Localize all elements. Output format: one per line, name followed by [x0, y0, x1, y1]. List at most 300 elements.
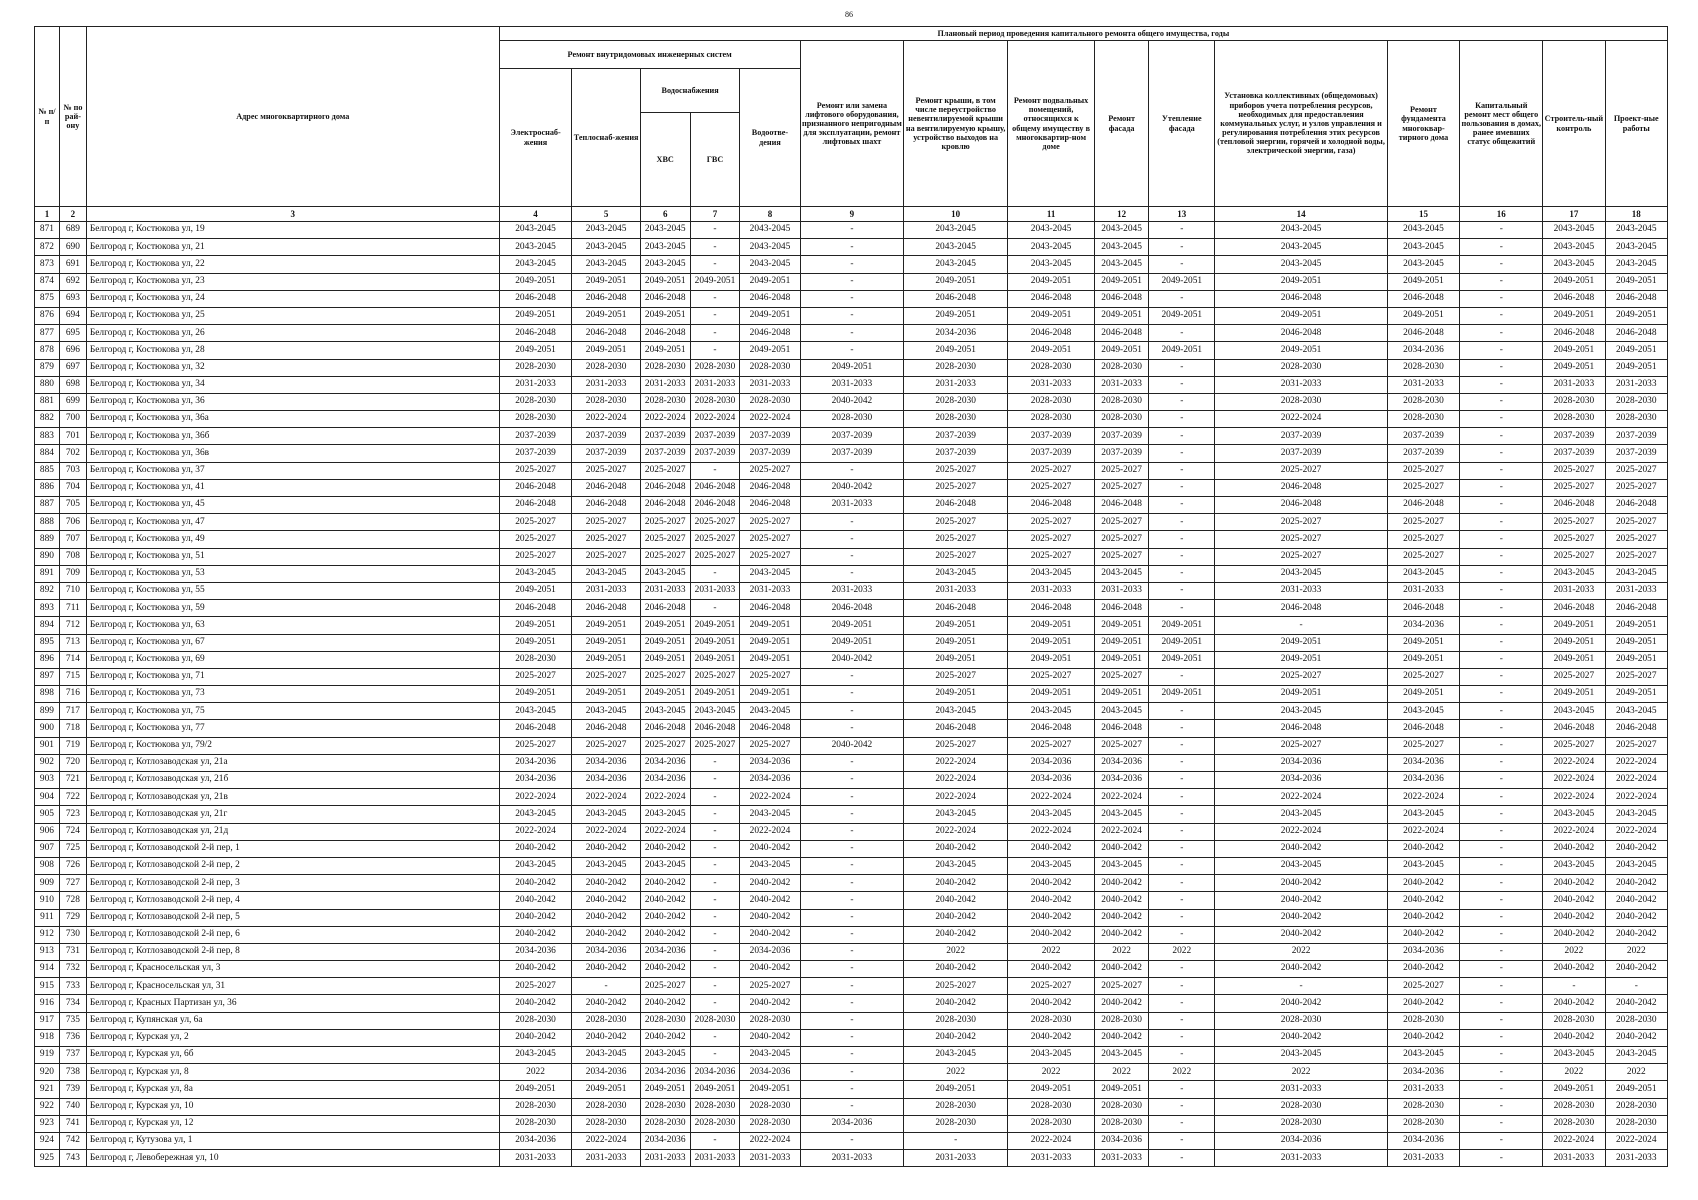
period-cell: 2037-2039	[499, 445, 572, 462]
address-cell: Белгород г, Костюкова ул, 24	[86, 290, 499, 307]
period-cell: -	[800, 1132, 904, 1149]
period-cell: -	[1460, 600, 1543, 617]
row-number: 892	[35, 582, 60, 599]
district-number: 723	[59, 806, 86, 823]
period-cell: -	[1149, 239, 1215, 256]
column-numbers-row	[35, 207, 1668, 222]
period-cell: 2043-2045	[1387, 222, 1460, 239]
table-row	[35, 239, 1668, 256]
period-cell: -	[690, 1047, 740, 1064]
period-cell: -	[800, 239, 904, 256]
period-cell: 2028-2030	[499, 1012, 572, 1029]
row-number: 885	[35, 462, 60, 479]
address-cell: Белгород г, Красносельская ул, 3	[86, 961, 499, 978]
period-cell: 2040-2042	[499, 875, 572, 892]
row-number: 900	[35, 720, 60, 737]
period-cell: -	[800, 772, 904, 789]
period-cell: 2040-2042	[740, 909, 800, 926]
period-cell: 2040-2042	[800, 737, 904, 754]
period-cell: 2022-2024	[690, 411, 740, 428]
district-number: 711	[59, 600, 86, 617]
period-cell: 2040-2042	[1008, 995, 1095, 1012]
period-cell: -	[690, 772, 740, 789]
district-number: 717	[59, 703, 86, 720]
period-cell: -	[1460, 806, 1543, 823]
period-cell: -	[1460, 582, 1543, 599]
period-cell: 2022-2024	[499, 823, 572, 840]
period-cell: 2028-2030	[690, 359, 740, 376]
period-cell: 2049-2051	[1008, 273, 1095, 290]
period-cell: 2025-2027	[1605, 531, 1668, 548]
period-cell: 2049-2051	[1387, 651, 1460, 668]
period-cell: 2022-2024	[1543, 772, 1605, 789]
period-cell: 2034-2036	[740, 772, 800, 789]
period-cell: 2022	[1605, 1064, 1668, 1081]
address-cell: Белгород г, Котлозаводской 2-й пер, 4	[86, 892, 499, 909]
address-cell: Белгород г, Костюкова ул, 59	[86, 600, 499, 617]
header-basement: Ремонт подвальных помещений, относящихся к общему имуществу в многоквартир-ном доме	[1008, 41, 1095, 207]
period-cell: 2043-2045	[1543, 239, 1605, 256]
period-cell: 2034-2036	[499, 943, 572, 960]
row-number: 923	[35, 1115, 60, 1132]
period-cell: 2025-2027	[1605, 737, 1668, 754]
period-cell: 2031-2033	[499, 1150, 572, 1167]
period-cell: 2028-2030	[740, 1115, 800, 1132]
period-cell: 2046-2048	[1095, 720, 1149, 737]
period-cell: 2025-2027	[1008, 531, 1095, 548]
period-cell: 2022	[1215, 1064, 1387, 1081]
period-cell: 2049-2051	[800, 634, 904, 651]
period-cell: 2040-2042	[1095, 909, 1149, 926]
period-cell: 2028-2030	[1605, 411, 1668, 428]
period-cell: 2046-2048	[1215, 497, 1387, 514]
period-cell: 2028-2030	[640, 1012, 690, 1029]
period-cell: 2034-2036	[1387, 754, 1460, 771]
period-cell: 2043-2045	[740, 806, 800, 823]
period-cell: 2043-2045	[640, 806, 690, 823]
district-number: 742	[59, 1132, 86, 1149]
period-cell: 2028-2030	[1387, 1012, 1460, 1029]
period-cell: 2046-2048	[690, 497, 740, 514]
period-cell: -	[572, 978, 640, 995]
period-cell: 2025-2027	[1543, 514, 1605, 531]
district-number: 716	[59, 686, 86, 703]
period-cell: 2043-2045	[1008, 703, 1095, 720]
row-number: 916	[35, 995, 60, 1012]
period-cell: 2046-2048	[1215, 290, 1387, 307]
period-cell: -	[800, 823, 904, 840]
period-cell: -	[800, 789, 904, 806]
row-number: 879	[35, 359, 60, 376]
period-cell: 2046-2048	[1387, 720, 1460, 737]
period-cell: 2028-2030	[499, 393, 572, 410]
period-cell: 2043-2045	[1095, 222, 1149, 239]
period-cell: 2028-2030	[1095, 393, 1149, 410]
period-cell: 2040-2042	[1387, 995, 1460, 1012]
period-cell: 2046-2048	[1095, 497, 1149, 514]
period-cell: 2034-2036	[572, 772, 640, 789]
period-cell: 2043-2045	[499, 239, 572, 256]
period-cell: -	[1460, 617, 1543, 634]
address-cell: Белгород г, Курская ул, 12	[86, 1115, 499, 1132]
period-cell: 2040-2042	[1387, 840, 1460, 857]
period-cell: 2043-2045	[572, 239, 640, 256]
header-engineering-systems: Ремонт внутридомовых инженерных систем	[499, 41, 800, 69]
period-cell: 2025-2027	[1387, 978, 1460, 995]
period-cell: 2043-2045	[499, 806, 572, 823]
period-cell: -	[690, 978, 740, 995]
period-cell: -	[1149, 376, 1215, 393]
period-cell: 2049-2051	[1215, 342, 1387, 359]
period-cell: 2040-2042	[740, 892, 800, 909]
period-cell: -	[800, 926, 904, 943]
period-cell: 2025-2027	[740, 668, 800, 685]
period-cell: 2028-2030	[1215, 393, 1387, 410]
period-cell: -	[1149, 514, 1215, 531]
period-cell: 2031-2033	[640, 376, 690, 393]
period-cell: -	[1460, 772, 1543, 789]
period-cell: -	[690, 943, 740, 960]
period-cell: -	[690, 806, 740, 823]
district-number: 689	[59, 222, 86, 239]
row-number: 925	[35, 1150, 60, 1167]
period-cell: 2049-2051	[1095, 273, 1149, 290]
table-row	[35, 806, 1668, 823]
table-row	[35, 290, 1668, 307]
period-cell: -	[1460, 548, 1543, 565]
period-cell: -	[690, 1132, 740, 1149]
period-cell: 2022-2024	[904, 772, 1008, 789]
period-cell: 2028-2030	[690, 1098, 740, 1115]
period-cell: 2049-2051	[1605, 686, 1668, 703]
capital-repair-table	[34, 26, 1668, 1167]
period-cell: 2037-2039	[690, 428, 740, 445]
column-number: 14	[1215, 207, 1387, 222]
period-cell: -	[1149, 1081, 1215, 1098]
period-cell: 2034-2036	[740, 754, 800, 771]
period-cell: -	[800, 273, 904, 290]
period-cell: 2025-2027	[740, 978, 800, 995]
period-cell: 2034-2036	[640, 754, 690, 771]
period-cell: 2025-2027	[572, 737, 640, 754]
period-cell: 2049-2051	[904, 1081, 1008, 1098]
table-row	[35, 703, 1668, 720]
period-cell: 2025-2027	[740, 462, 800, 479]
period-cell: 2046-2048	[640, 497, 690, 514]
period-cell: 2049-2051	[1008, 686, 1095, 703]
period-cell: -	[800, 720, 904, 737]
period-cell: 2031-2033	[1543, 1150, 1605, 1167]
period-cell: -	[690, 290, 740, 307]
period-cell: 2049-2051	[499, 342, 572, 359]
period-cell: 2043-2045	[1215, 857, 1387, 874]
period-cell: 2040-2042	[1095, 840, 1149, 857]
header-heat: Теплоснаб-жения	[572, 69, 640, 207]
period-cell: 2043-2045	[1008, 239, 1095, 256]
header-planned-period: Плановый период проведения капитального ремонта общего имущества, годы	[499, 27, 1667, 41]
period-cell: -	[1460, 703, 1543, 720]
period-cell: -	[1460, 565, 1543, 582]
period-cell: 2040-2042	[572, 1029, 640, 1046]
period-cell: 2028-2030	[499, 1098, 572, 1115]
header-facade-insulation: Утепление фасада	[1149, 41, 1215, 207]
period-cell: 2043-2045	[640, 857, 690, 874]
period-cell: 2022	[1095, 1064, 1149, 1081]
header-drainage: Водоотве-дения	[740, 69, 800, 207]
period-cell: 2046-2048	[499, 600, 572, 617]
period-cell: 2034-2036	[572, 754, 640, 771]
period-cell: 2046-2048	[1008, 720, 1095, 737]
period-cell: -	[1149, 325, 1215, 342]
period-cell: 2025-2027	[1215, 548, 1387, 565]
period-cell: 2043-2045	[572, 806, 640, 823]
table-row	[35, 926, 1668, 943]
period-cell: 2025-2027	[499, 514, 572, 531]
table-row	[35, 531, 1668, 548]
period-cell: 2028-2030	[690, 393, 740, 410]
period-cell: 2028-2030	[1543, 393, 1605, 410]
period-cell: 2043-2045	[640, 565, 690, 582]
row-number: 873	[35, 256, 60, 273]
period-cell: -	[1149, 720, 1215, 737]
period-cell: 2025-2027	[1387, 479, 1460, 496]
period-cell: -	[1460, 686, 1543, 703]
period-cell: -	[800, 686, 904, 703]
period-cell: 2049-2051	[1095, 1081, 1149, 1098]
period-cell: 2043-2045	[499, 222, 572, 239]
row-number: 877	[35, 325, 60, 342]
period-cell: 2022-2024	[1605, 1132, 1668, 1149]
period-cell: 2040-2042	[740, 961, 800, 978]
period-cell: 2028-2030	[1008, 1012, 1095, 1029]
row-number: 895	[35, 634, 60, 651]
period-cell: 2049-2051	[1543, 273, 1605, 290]
period-cell: 2022-2024	[572, 789, 640, 806]
table-row	[35, 909, 1668, 926]
period-cell: -	[1149, 479, 1215, 496]
table-row	[35, 737, 1668, 754]
period-cell: 2022-2024	[1215, 823, 1387, 840]
period-cell: 2040-2042	[800, 651, 904, 668]
period-cell: -	[1460, 978, 1543, 995]
period-cell: 2049-2051	[740, 634, 800, 651]
period-cell: 2022-2024	[740, 411, 800, 428]
period-cell: 2046-2048	[640, 600, 690, 617]
period-cell: 2049-2051	[1543, 1081, 1605, 1098]
period-cell: 2031-2033	[1605, 1150, 1668, 1167]
period-cell: 2040-2042	[499, 909, 572, 926]
period-cell: 2025-2027	[740, 514, 800, 531]
period-cell: -	[1149, 445, 1215, 462]
period-cell: -	[690, 342, 740, 359]
table-row	[35, 479, 1668, 496]
table-row	[35, 772, 1668, 789]
period-cell: 2031-2033	[904, 376, 1008, 393]
period-cell: 2043-2045	[1605, 1047, 1668, 1064]
period-cell: 2028-2030	[1215, 1115, 1387, 1132]
period-cell: 2028-2030	[740, 359, 800, 376]
period-cell: -	[1460, 943, 1543, 960]
period-cell: 2022	[1008, 943, 1095, 960]
period-cell: -	[1460, 634, 1543, 651]
period-cell: 2049-2051	[1605, 307, 1668, 324]
period-cell: 2049-2051	[640, 342, 690, 359]
period-cell: 2034-2036	[572, 943, 640, 960]
period-cell: 2049-2051	[499, 686, 572, 703]
period-cell: 2028-2030	[1543, 1115, 1605, 1132]
period-cell: 2040-2042	[1387, 909, 1460, 926]
period-cell: 2025-2027	[640, 668, 690, 685]
period-cell: 2046-2048	[1215, 479, 1387, 496]
period-cell: 2022	[1095, 943, 1149, 960]
period-cell: 2034-2036	[1387, 1064, 1460, 1081]
period-cell: 2046-2048	[572, 479, 640, 496]
period-cell: 2049-2051	[1215, 686, 1387, 703]
period-cell: 2022-2024	[1095, 823, 1149, 840]
period-cell: 2046-2048	[1387, 325, 1460, 342]
period-cell: -	[800, 1012, 904, 1029]
table-row	[35, 582, 1668, 599]
period-cell: 2049-2051	[1008, 1081, 1095, 1098]
period-cell: 2022	[1543, 943, 1605, 960]
period-cell: 2022-2024	[904, 754, 1008, 771]
district-number: 712	[59, 617, 86, 634]
period-cell: 2043-2045	[1095, 703, 1149, 720]
period-cell: 2049-2051	[690, 273, 740, 290]
period-cell: -	[690, 857, 740, 874]
address-cell: Белгород г, Костюкова ул, 36	[86, 393, 499, 410]
period-cell: 2040-2042	[1008, 892, 1095, 909]
period-cell: 2043-2045	[1215, 703, 1387, 720]
address-cell: Белгород г, Курская ул, 6б	[86, 1047, 499, 1064]
period-cell: 2025-2027	[904, 531, 1008, 548]
period-cell: 2025-2027	[1215, 462, 1387, 479]
district-number: 740	[59, 1098, 86, 1115]
period-cell: 2025-2027	[499, 668, 572, 685]
period-cell: 2046-2048	[572, 720, 640, 737]
period-cell: 2034-2036	[1215, 772, 1387, 789]
district-number: 708	[59, 548, 86, 565]
period-cell: -	[1460, 840, 1543, 857]
row-number: 897	[35, 668, 60, 685]
address-cell: Белгород г, Костюкова ул, 36б	[86, 428, 499, 445]
period-cell: 2049-2051	[640, 634, 690, 651]
table-row	[35, 892, 1668, 909]
period-cell: 2049-2051	[740, 273, 800, 290]
period-cell: 2025-2027	[904, 479, 1008, 496]
period-cell: 2040-2042	[1215, 892, 1387, 909]
header-water-supply: Водоснабжения	[640, 69, 740, 113]
period-cell: 2049-2051	[499, 634, 572, 651]
period-cell: 2040-2042	[904, 961, 1008, 978]
period-cell: 2034-2036	[1215, 754, 1387, 771]
period-cell: -	[1149, 582, 1215, 599]
period-cell: 2028-2030	[640, 359, 690, 376]
period-cell: 2031-2033	[499, 376, 572, 393]
period-cell: 2043-2045	[904, 857, 1008, 874]
period-cell: 2040-2042	[1008, 961, 1095, 978]
period-cell: 2034-2036	[499, 1132, 572, 1149]
period-cell: 2043-2045	[1008, 256, 1095, 273]
period-cell: 2040-2042	[1605, 892, 1668, 909]
row-number: 905	[35, 806, 60, 823]
period-cell: 2046-2048	[1605, 325, 1668, 342]
column-number: 2	[59, 207, 86, 222]
period-cell: 2031-2033	[1215, 582, 1387, 599]
row-number: 874	[35, 273, 60, 290]
period-cell: 2049-2051	[499, 617, 572, 634]
period-cell: 2031-2033	[1543, 376, 1605, 393]
period-cell: 2025-2027	[1215, 531, 1387, 548]
period-cell: 2031-2033	[690, 376, 740, 393]
period-cell: 2043-2045	[904, 703, 1008, 720]
period-cell: 2025-2027	[1095, 737, 1149, 754]
period-cell: 2028-2030	[740, 393, 800, 410]
period-cell: 2040-2042	[572, 926, 640, 943]
table-row	[35, 1132, 1668, 1149]
address-cell: Белгород г, Котлозаводская ул, 21а	[86, 754, 499, 771]
address-cell: Белгород г, Костюкова ул, 37	[86, 462, 499, 479]
address-cell: Белгород г, Кутузова ул, 1	[86, 1132, 499, 1149]
period-cell: 2037-2039	[1605, 428, 1668, 445]
district-number: 703	[59, 462, 86, 479]
period-cell: 2034-2036	[1008, 772, 1095, 789]
period-cell: 2043-2045	[1543, 1047, 1605, 1064]
period-cell: -	[690, 256, 740, 273]
period-cell: 2043-2045	[572, 1047, 640, 1064]
table-row	[35, 617, 1668, 634]
address-cell: Белгород г, Костюкова ул, 49	[86, 531, 499, 548]
header-n-district: № по рай-ону	[59, 27, 86, 207]
period-cell: 2034-2036	[800, 1115, 904, 1132]
period-cell: 2040-2042	[740, 840, 800, 857]
table-row	[35, 222, 1668, 239]
period-cell: 2028-2030	[572, 1098, 640, 1115]
period-cell: -	[800, 909, 904, 926]
period-cell: 2040-2042	[572, 892, 640, 909]
period-cell: 2049-2051	[690, 1081, 740, 1098]
address-cell: Белгород г, Левобережная ул, 10	[86, 1150, 499, 1167]
period-cell: 2043-2045	[640, 703, 690, 720]
period-cell: 2022-2024	[1543, 1132, 1605, 1149]
address-cell: Белгород г, Костюкова ул, 21	[86, 239, 499, 256]
period-cell: -	[1149, 290, 1215, 307]
period-cell: 2025-2027	[1095, 462, 1149, 479]
period-cell: 2049-2051	[640, 273, 690, 290]
period-cell: 2025-2027	[1543, 548, 1605, 565]
period-cell: 2043-2045	[904, 565, 1008, 582]
period-cell: 2043-2045	[1008, 565, 1095, 582]
period-cell: -	[800, 1064, 904, 1081]
period-cell: 2037-2039	[499, 428, 572, 445]
period-cell: 2049-2051	[740, 651, 800, 668]
period-cell: 2037-2039	[640, 445, 690, 462]
district-number: 713	[59, 634, 86, 651]
period-cell: 2049-2051	[572, 634, 640, 651]
period-cell: 2043-2045	[1543, 222, 1605, 239]
period-cell: 2022-2024	[499, 789, 572, 806]
period-cell: 2025-2027	[572, 531, 640, 548]
period-cell: 2031-2033	[1543, 582, 1605, 599]
district-number: 695	[59, 325, 86, 342]
period-cell: 2043-2045	[1095, 256, 1149, 273]
period-cell: 2049-2051	[740, 686, 800, 703]
period-cell: 2025-2027	[904, 737, 1008, 754]
period-cell: 2022-2024	[1605, 789, 1668, 806]
period-cell: 2040-2042	[1387, 1029, 1460, 1046]
period-cell: -	[690, 222, 740, 239]
period-cell: 2031-2033	[800, 376, 904, 393]
